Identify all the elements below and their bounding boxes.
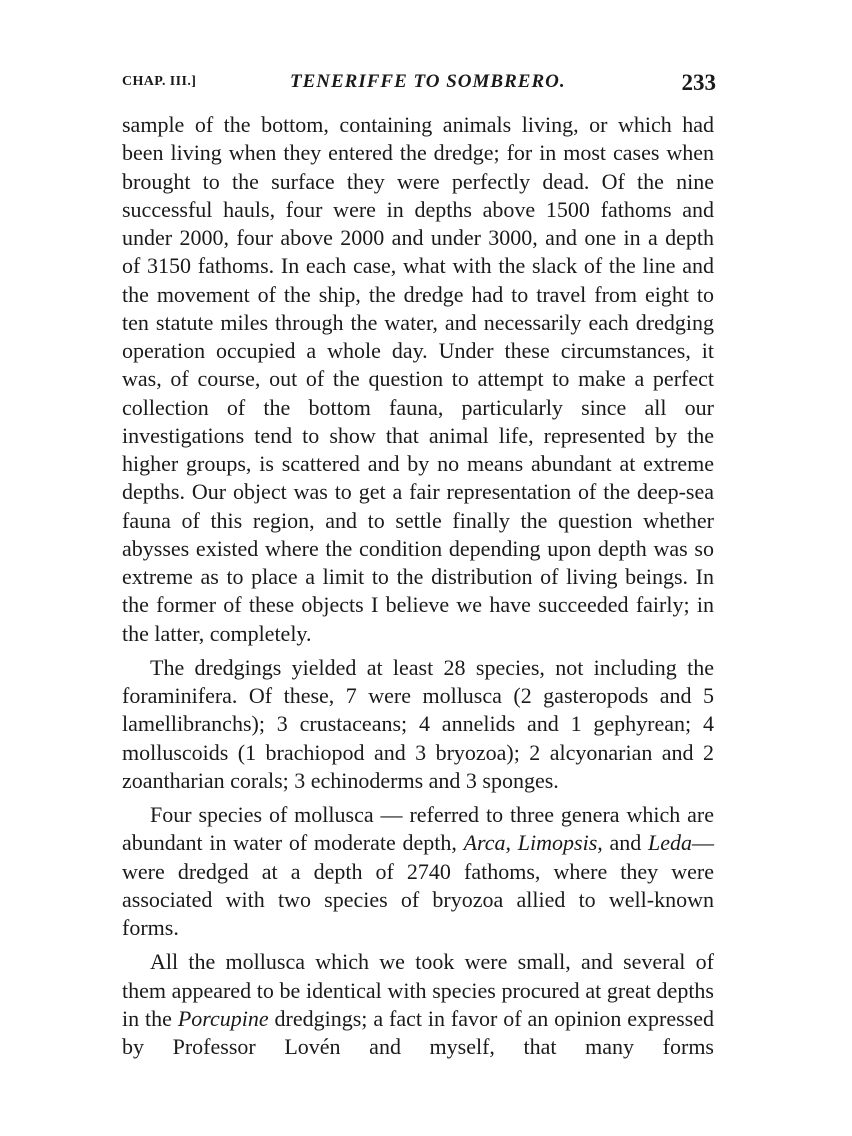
page-number: 233 (681, 70, 716, 95)
paragraph-3-text-a: Four species of mollusca — referred to three genera which are abundant in water of moderate depth, (122, 802, 714, 856)
chapter-label: CHAP. III.] (122, 74, 197, 89)
genus-limopsis: Limopsis (517, 830, 598, 856)
paragraph-1: sample of the bottom, containing animals living, or which had been living when they entered the dredge; for in most cases when brought to the surface they were perfectly dead. Of the nine successful hauls, four were in depths above 1500 fathoms and under 2000, four above 2000 and under 3000, and one in a depth of 3150 fathoms. In each case, what with the slack of the line and the movement of the ship, the dredge had to travel from eight to ten statute miles through the water, and necessarily each dredging operation occupied a whole day. Under these circumstances, it was, of course, out of the question to attempt to make a perfect collection of the bottom fauna, particularly since all our investigations tend to show that animal life, represented by the higher groups, is scattered and by no means abundant at extreme depths. Our object was to get a fair representation of the deep-sea fauna of this region, and to settle finally the question whether abysses existed where the condition depending upon depth was so extreme as to place a limit to the distribution of living beings. In the former of these objects I believe we have succeeded fairly; in the latter, completely. (122, 112, 714, 646)
separator-1: , (505, 830, 518, 856)
paragraph-4-text-b: dredgings; a fact in favor of an opinion expressed by Professor Lovén and myself, that many forms (122, 1005, 714, 1059)
paragraph-2: The dredgings yielded at least 28 species, not including the foraminifera. Of these, 7 were mollusca (2 gasteropods and 5 lamellibranchs); 3 crustaceans; 4 annelids and 1 gephyrean; 4 molluscoids (1 brachiopod and 3 bryozoa); 2 alcyonarian and 2 zoantharian corals; 3 echinoderms and 3 sponges. (122, 654, 714, 793)
running-title: TENERIFFE TO SOMBRERO. (290, 71, 566, 92)
paragraph-3 (122, 801, 714, 942)
genus-arca: Arca (463, 830, 506, 856)
ship-name-porcupine: Porcupine (177, 1005, 269, 1031)
paragraph-3-text-b: —were dredged at a depth of 2740 fathoms, where they were associated with two species of bryozoa allied to well-known forms. (122, 830, 715, 940)
paragraph-4-text-a: All the mollusca which we took were small, and several of them appeared to be identical with species procured at great depths in the (122, 949, 714, 1031)
separator-2: , and (597, 830, 649, 856)
genus-leda: Leda (648, 830, 693, 856)
running-head (122, 70, 716, 100)
paragraph-4 (122, 948, 714, 1061)
body-text (122, 111, 714, 1061)
